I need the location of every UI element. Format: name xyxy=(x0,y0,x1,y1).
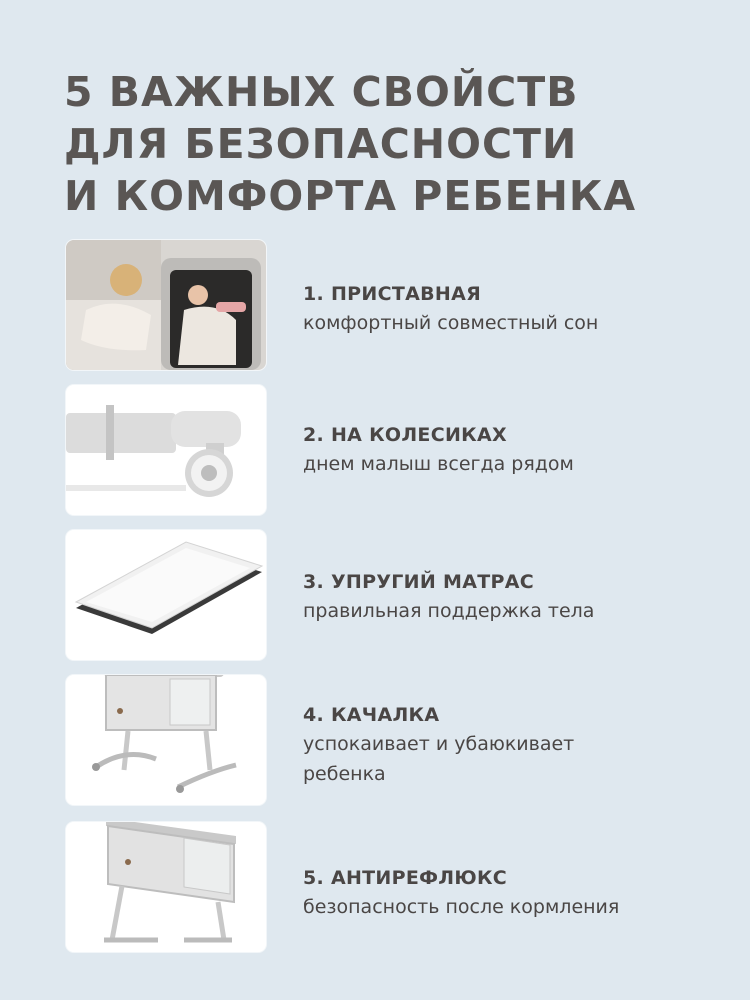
title-line-1: 5 ВАЖНЫХ СВОЙСТВ xyxy=(64,68,579,116)
feature-description: успокаивает и убаюкивает ребенка xyxy=(303,733,575,785)
feature-title: 2. НА КОЛЕСИКАХ xyxy=(303,424,507,446)
mattress-photo xyxy=(66,530,266,660)
title-line-3: И КОМФОРТА РЕБЕНКА xyxy=(64,172,637,220)
feature-item-rocking xyxy=(0,675,750,805)
tilted-crib-photo xyxy=(66,822,266,952)
feature-description: безопасность после кормления xyxy=(303,896,620,918)
feature-item-bedside xyxy=(0,240,750,370)
wheel-photo xyxy=(66,385,266,515)
feature-title: 5. АНТИРЕФЛЮКС xyxy=(303,867,508,889)
feature-title: 4. КАЧАЛКА xyxy=(303,704,440,726)
bedside-crib-photo xyxy=(66,240,266,370)
feature-description: комфортный совместный сон xyxy=(303,312,599,334)
feature-item-antireflux xyxy=(0,822,750,952)
feature-description: правильная поддержка тела xyxy=(303,600,595,622)
feature-item-wheels xyxy=(0,385,750,515)
page-title xyxy=(64,66,704,222)
feature-title: 3. УПРУГИЙ МАТРАС xyxy=(303,571,534,593)
feature-item-mattress xyxy=(0,530,750,660)
rocking-crib-photo xyxy=(66,675,266,805)
feature-title: 1. ПРИСТАВНАЯ xyxy=(303,283,482,305)
title-line-2: ДЛЯ БЕЗОПАСНОСТИ xyxy=(64,120,578,168)
feature-description: днем малыш всегда рядом xyxy=(303,453,574,475)
